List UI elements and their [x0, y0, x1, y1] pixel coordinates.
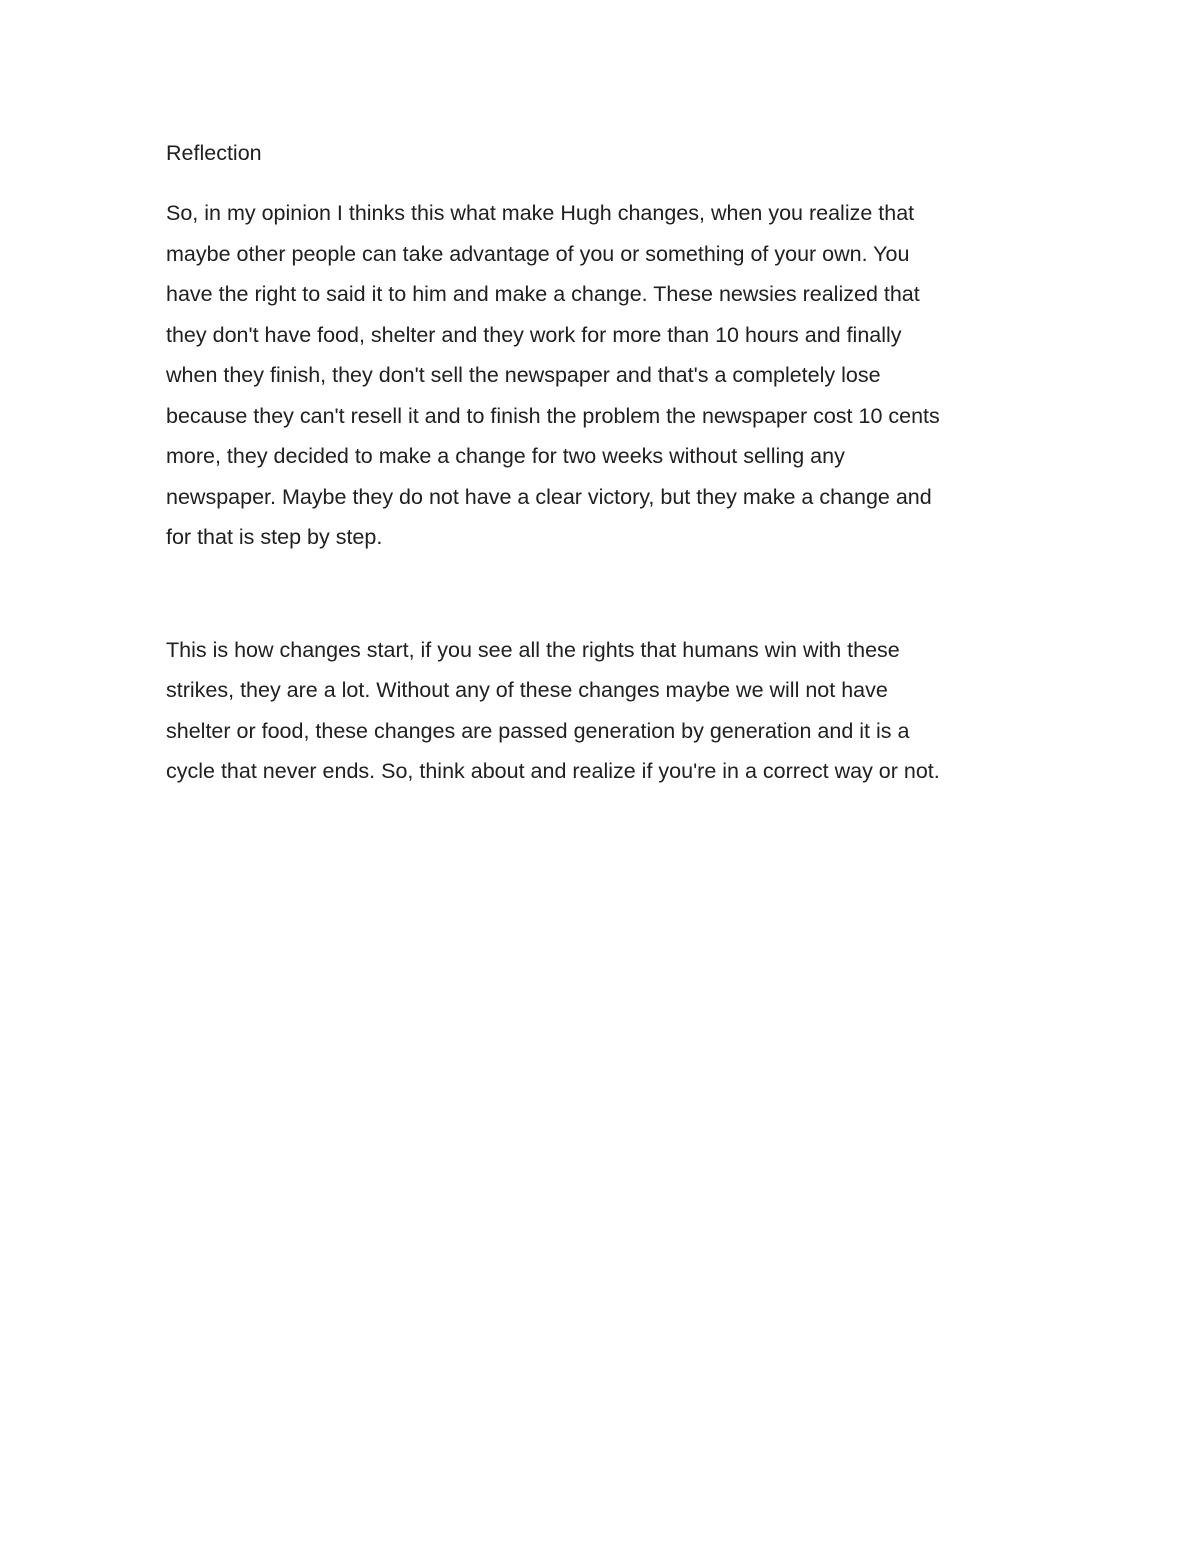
text-line: strikes, they are a lot. Without any of these changes maybe we will not have: [166, 678, 888, 702]
text-line: shelter or food, these changes are passed generation by generation and it is a: [166, 718, 910, 743]
text-line: more, they decided to make a change for two weeks without selling any: [166, 444, 845, 468]
paragraph-2: [166, 630, 1036, 792]
text-line: This is how changes start, if you see all the rights that humans win with these: [166, 637, 900, 662]
text-line: for that is step by step.: [166, 525, 383, 549]
text-line: newspaper. Maybe they do not have a clear victory, but they make a change and: [166, 484, 932, 509]
text-line: because they can't resell it and to finish the problem the newspaper cost 10 cents: [166, 403, 940, 428]
document-body: [166, 138, 1036, 792]
text-line: when they finish, they don't sell the newspaper and that's a completely lose: [166, 363, 881, 387]
document-title: Reflection: [166, 141, 262, 165]
text-line: have the right to said it to him and make a change. These newsies realized that: [166, 282, 920, 306]
text-line: cycle that never ends. So, think about and realize if you're in a correct way or not.: [166, 759, 940, 783]
paragraph-1: [166, 193, 1036, 558]
text-line: maybe other people can take advantage of you or something of your own. You: [166, 241, 910, 266]
text-line: So, in my opinion I thinks this what make Hugh changes, when you realize that: [166, 201, 915, 225]
text-line: they don't have food, shelter and they work for more than 10 hours and finally: [166, 322, 902, 347]
